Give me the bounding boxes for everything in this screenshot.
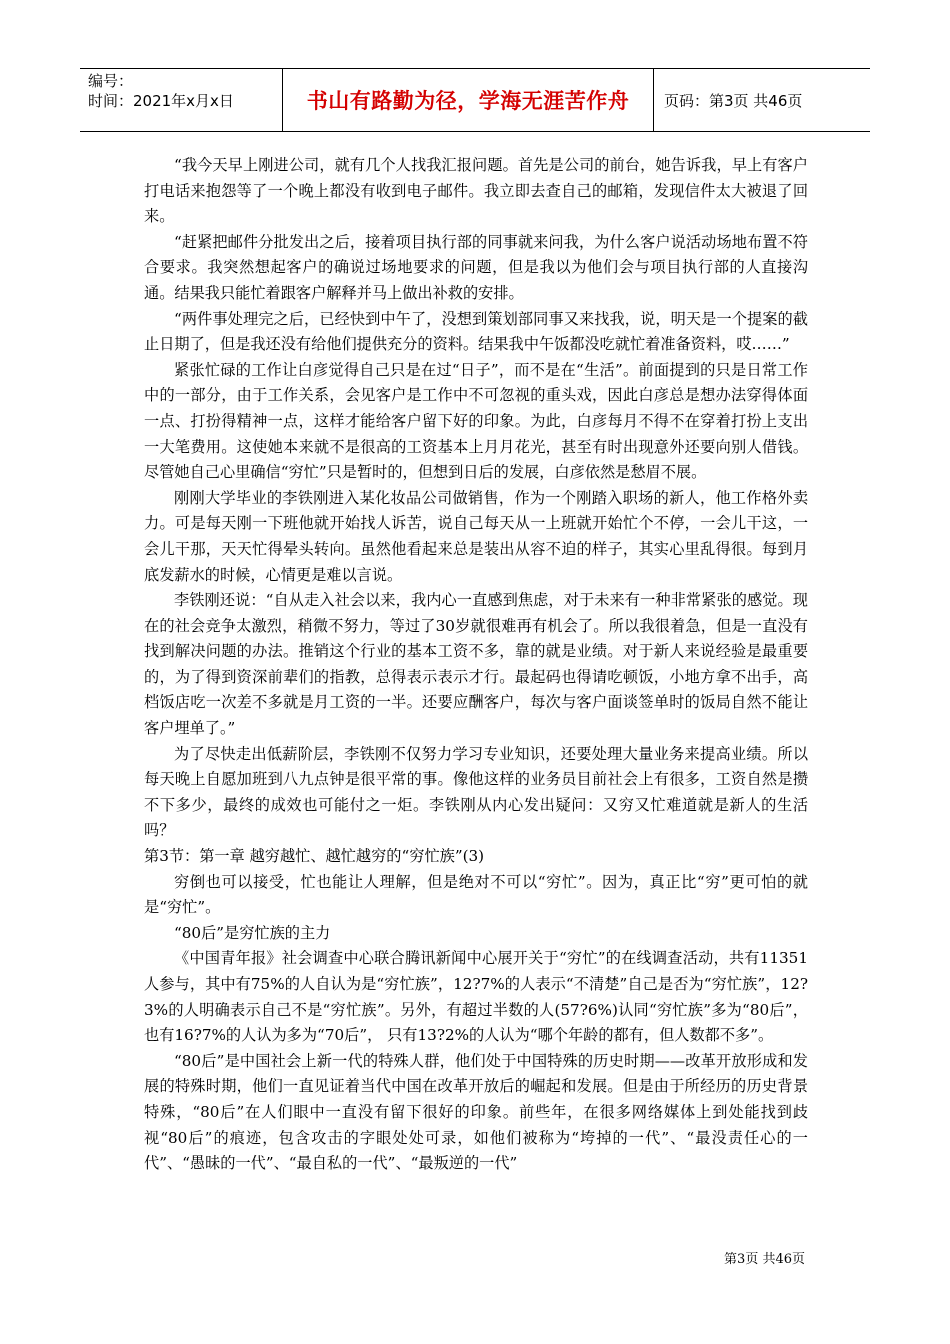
document-date-label: 时间：2021年x月x日 — [88, 92, 234, 110]
paragraph: “赶紧把邮件分批发出之后，接着项目执行部的同事就来问我，为什么客户说活动场地布置不符合要求。我突然想起客户的确说过场地要求的问题，但是我以为他们会与项目执行部的人直接沟通。结果我只能忙着跟客户解释并马上做出补救的安排。 — [144, 232, 808, 302]
paragraph: “80后”是中国社会上新一代的特殊人群，他们处于中国特殊的历史时期——改革开放形成和发展的特殊时期，他们一直见证着当代中国在改革开放后的崛起和发展。但是由于所经历的历史背景特殊，“80后”在人们眼中一直没有留下很好的印象。前些年，在很多网络媒体上到处能找到歧视“80后”的痕迹，包含攻击的字眼处处可录，如他们被称为“垮掉的一代”、“最没责任心的一代”、“愚昧的一代”、“最自私的一代”、“最叛逆的一代” — [144, 1051, 808, 1173]
document-body — [144, 153, 808, 1177]
document-number-label: 编号： — [88, 72, 134, 90]
header-info — [80, 69, 282, 131]
paragraph: 李铁刚还说：“自从走入社会以来，我内心一直感到焦虑，对于未来有一种非常紧张的感觉。现在的社会竞争太激烈，稍微不努力，等过了30岁就很难再有机会了。所以我很着急，但是一直没有找到解决问题的办法。推销这个行业的基本工资不多，靠的就是业绩。对于新人来说经验是最重要的，为了得到资深前辈们的指教，总得表示表示才行。最起码也得请吃顿饭，小地方拿不出手，高档饭店吃一次差不多就是月工资的一半。还要应酬客户，每次与客户面谈签单时的饭局自然不能让客户埋单了。” — [144, 591, 808, 738]
header-page-number: 页码：第3页 共46页 — [664, 91, 803, 110]
page-footer: 第3页 共46页 — [724, 1252, 805, 1267]
paragraph: “两件事处理完之后，已经快到中午了，没想到策划部同事又来找我，说，明天是一个提案的截止日期了，但是我还没有给他们提供充分的资料。结果我中午饭都没吃就忙着准备资料，哎……” — [144, 309, 808, 354]
paragraph: 为了尽快走出低薪阶层，李铁刚不仅努力学习专业知识，还要处理大量业务来提高业绩。所以每天晚上自愿加班到八九点钟是很平常的事。像他这样的业务员目前社会上有很多，工资自然是攒不下多少，最终的成效也可能付之一炬。李铁刚从内心发出疑问：又穷又忙难道就是新人的生活吗？ — [144, 744, 808, 840]
paragraph: 紧张忙碌的工作让白彦觉得自己只是在过“日子”，而不是在“生活”。前面提到的只是日常工作中的一部分，由于工作关系，会见客户是工作中不可忽视的重头戏，因此白彦总是想办法穿得体面一点、打扮得精神一点，这样才能给客户留下好的印象。为此，白彦每月不得不在穿着打扮上支出一大笔费用。这使她本来就不是很高的工资基本上月月花光，甚至有时出现意外还要向别人借钱。尽管她自己心里确信“穷忙”只是暂时的，但想到日后的发展，白彦依然是愁眉不展。 — [144, 360, 808, 482]
paragraph: 刚刚大学毕业的李铁刚进入某化妆品公司做销售，作为一个刚踏入职场的新人，他工作格外卖力。可是每天刚一下班他就开始找人诉苦，说自己每天从一上班就开始忙个不停，一会儿干这，一会儿干那，天天忙得晕头转向。虽然他看起来总是装出从容不迫的样子，其实心里乱得很。每到月底发薪水的时候，心情更是难以言说。 — [144, 488, 808, 584]
paragraph: 《中国青年报》社会调查中心联合腾讯新闻中心展开关于“穷忙”的在线调查活动，共有11351人参与，其中有75%的人自认为是“穷忙族”，12?7%的人表示“不清楚”自己是否为“穷忙族”，12?3%的人明确表示自己不是“穷忙族”。另外，有超过半数的人(57?6%)认同“穷忙族”多为“80后”， 也有16?7%的人认为多为“70后”， 只有13?2%的人认为“哪个年龄的都有，但人数都不多”。 — [144, 949, 808, 1045]
paragraph: 穷倒也可以接受，忙也能让人理解，但是绝对不可以“穷忙”。因为，真正比“穷”更可怕的就是“穷忙”。 — [144, 872, 808, 917]
page-header — [80, 68, 870, 132]
subheading: “80后”是穷忙族的主力 — [174, 923, 331, 942]
paragraph: “我今天早上刚进公司，就有几个人找我汇报问题。首先是公司的前台，她告诉我，早上有客户打电话来抱怨等了一个晚上都没有收到电子邮件。我立即去查自己的邮箱，发现信件太大被退了回来。 — [144, 156, 808, 226]
section-heading: 第3节：第一章 越穷越忙、越忙越穷的“穷忙族”(3) — [144, 847, 485, 866]
header-motto: 书山有路勤为径，学海无涯苦作舟 — [282, 69, 654, 131]
